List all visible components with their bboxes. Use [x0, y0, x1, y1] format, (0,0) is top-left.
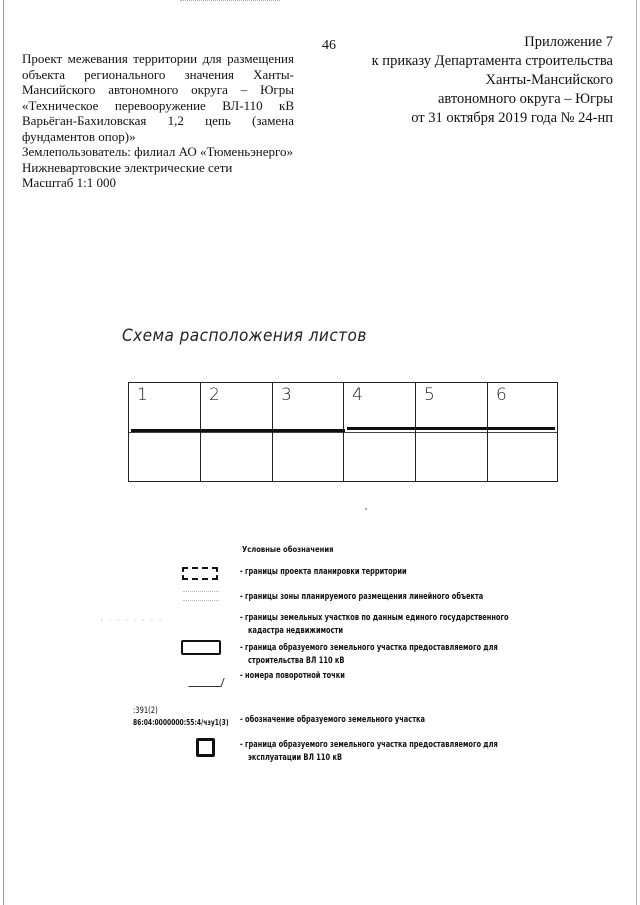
sheet-number: 5: [424, 385, 435, 405]
project-line: Проект межевания территории для размещения: [22, 51, 294, 66]
sheet-cell: [129, 383, 201, 481]
project-line: Нижневартовские электрические сети: [22, 159, 233, 175]
sheet-cell: [488, 383, 558, 481]
legend-item-text: - граница образуемого земельного участка предоставляемого для: [240, 643, 498, 653]
legend-item-text: - граница образуемого земельного участка предоставляемого для: [240, 740, 498, 750]
legend-item-text: строительства ВЛ 110 кВ: [248, 656, 345, 666]
legend-item-text: - границы зоны планируемого размещения линейного объекта: [240, 592, 484, 602]
scan-speck: [365, 508, 367, 510]
land-user-line: Землепользователь: филиал АО «Тюменьэнерго»: [22, 144, 294, 159]
power-line-segment: [347, 427, 555, 430]
legend-item-text: эксплуатации ВЛ 110 кВ: [248, 753, 343, 763]
sheet-number: 1: [137, 385, 148, 405]
appendix-header: [313, 33, 613, 128]
sheet-number: 2: [209, 385, 220, 405]
sheet-cell: [273, 383, 344, 481]
appendix-line: Ханты-Мансийского: [485, 72, 613, 88]
construction-parcel-symbol: [181, 640, 221, 655]
power-line-segment: [131, 429, 345, 432]
sheet-number: 6: [496, 385, 507, 405]
project-description: [22, 51, 294, 191]
legend-item-text: - границы земельных участков по данным единого государственного: [240, 613, 509, 623]
legend-title: Условные обозначения: [242, 545, 334, 554]
zone-boundary-symbol: [183, 591, 219, 601]
faded-cadastre-symbol: · · · · · · · ·: [100, 616, 163, 627]
sheet-number: 3: [281, 385, 292, 405]
sheet-layout-table: [128, 382, 558, 482]
appendix-line: автономного округа – Югры: [437, 91, 613, 107]
sheet-cell: [201, 383, 273, 481]
legend-item-text: - обозначение образуемого земельного участка: [240, 715, 426, 725]
sheet-cell: [344, 383, 416, 481]
project-line: Варьёган-Бахиловская 1,2 цепь (замена: [22, 113, 294, 128]
legend-item-text: - номера поворотной точки: [240, 671, 345, 681]
operation-parcel-symbol: [196, 738, 215, 757]
scale-line: Масштаб 1:1 000: [22, 175, 116, 190]
top-scan-mark: [180, 0, 280, 4]
dashed-boundary-symbol: [182, 567, 218, 580]
project-line: фундаментов опор)»: [22, 128, 136, 144]
appendix-line: Приложение 7: [524, 34, 613, 50]
project-line: «Техническое перевооружение ВЛ-110 кВ: [22, 97, 294, 113]
parcel-point-label: :391(2): [133, 706, 158, 716]
left-scan-edge: [3, 0, 4, 905]
page-number: 46: [322, 38, 336, 53]
parcel-cadastral-label: 86:04:0000000:55:4/чзу1(3): [133, 718, 229, 727]
right-scan-edge: [636, 0, 637, 905]
turning-point-symbol: [188, 678, 224, 687]
parcel-designation-example: [133, 706, 229, 728]
appendix-line: к приказу Департамента строительства: [371, 53, 613, 69]
sheet-cell: [416, 383, 488, 481]
legend-item-text: - границы проекта планировки территории: [240, 567, 407, 577]
legend-item-text: кадастра недвижимости: [248, 626, 344, 636]
project-line: объекта регионального значения Ханты-: [22, 66, 294, 82]
project-line: Мансийского автономного округа – Югры: [22, 82, 294, 97]
appendix-line: от 31 октября 2019 года № 24-нп: [411, 110, 613, 126]
sheet-number: 4: [352, 385, 363, 405]
scheme-title: Схема расположения листов: [122, 326, 367, 346]
